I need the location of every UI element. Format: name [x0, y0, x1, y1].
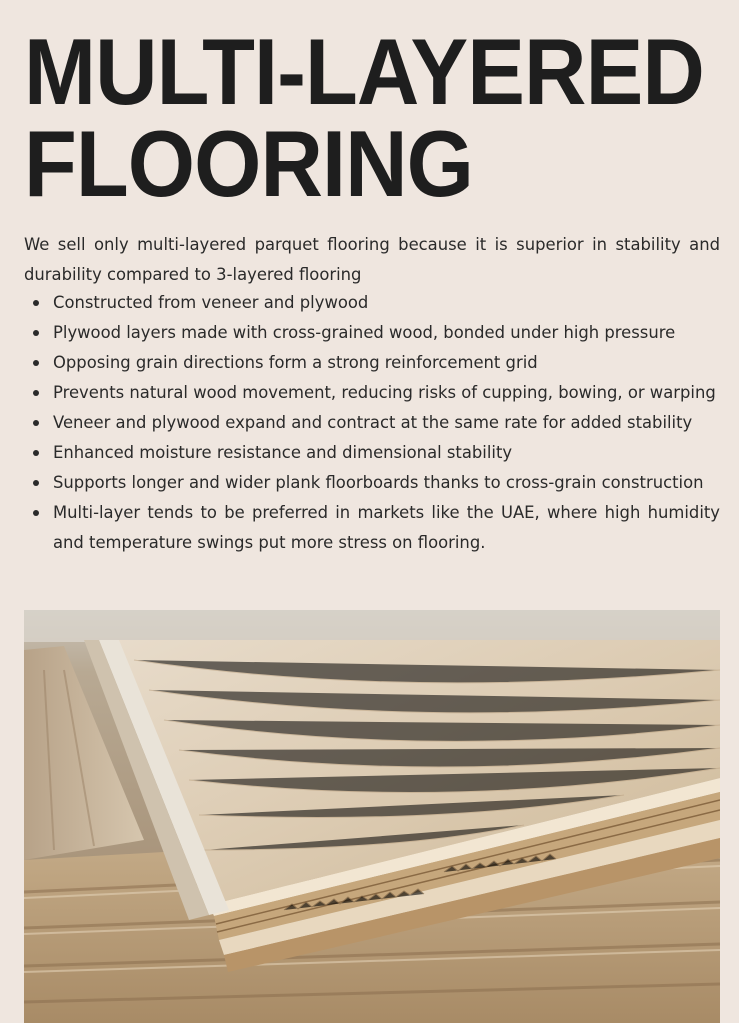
list-item — [24, 408, 720, 438]
list-item — [24, 348, 720, 378]
list-item — [24, 318, 720, 348]
list-item — [24, 438, 720, 468]
list-item — [24, 378, 720, 408]
list-item-text: Prevents natural wood movement, reducing risks of cupping, bowing, or warping — [53, 383, 716, 402]
list-item-text: Multi-layer tends to be preferred in markets like the UAE, where high humidity and temperature swings put more stress on flooring. — [53, 503, 720, 552]
list-item-text: Constructed from veneer and plywood — [53, 293, 369, 312]
bullet-icon — [33, 390, 39, 396]
list-item — [24, 288, 720, 318]
flooring-planks-illustration — [24, 610, 720, 1023]
list-item-text: Plywood layers made with cross-grained wood, bonded under high pressure — [53, 323, 676, 342]
list-item — [24, 498, 720, 558]
list-item-text: Enhanced moisture resistance and dimensional stability — [53, 443, 513, 462]
intro-paragraph: We sell only multi-layered parquet flooring because it is superior in stability and durability compared to 3-layered flooring — [24, 235, 720, 284]
list-item — [24, 468, 720, 498]
bullet-icon — [33, 300, 39, 306]
bullet-icon — [33, 360, 39, 366]
list-item-text: Opposing grain directions form a strong reinforcement grid — [53, 353, 538, 372]
bullet-icon — [33, 510, 39, 516]
bullet-icon — [33, 420, 39, 426]
list-item-text: Supports longer and wider plank floorboards thanks to cross-grain construction — [53, 473, 704, 492]
bullet-icon — [33, 480, 39, 486]
page-title-line-1: MULTI-LAYERED — [24, 19, 704, 124]
list-item-text: Veneer and plywood expand and contract at the same rate for added stability — [53, 413, 693, 432]
feature-list — [24, 288, 720, 558]
page-title — [24, 19, 704, 216]
bullet-icon — [33, 450, 39, 456]
flooring-planks-photo — [24, 610, 720, 1023]
bullet-icon — [33, 330, 39, 336]
page-title-line-2: FLOORING — [24, 111, 474, 216]
